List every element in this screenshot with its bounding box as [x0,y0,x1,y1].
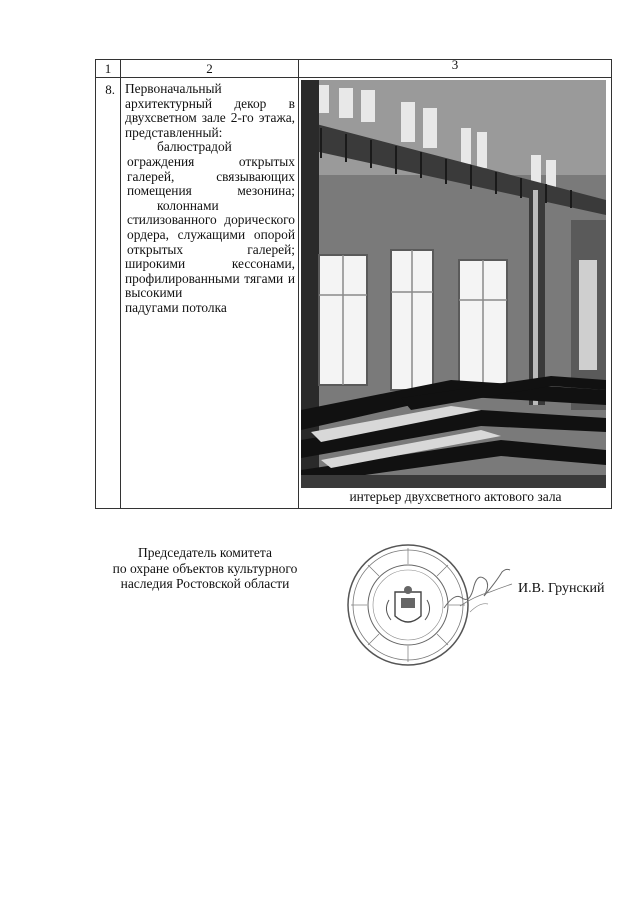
description-paragraph: ограждения открытых галерей, связывающих помещения мезонина; [127,153,295,199]
header-col-2: 2 [121,60,299,78]
table-row [96,78,612,509]
table-header-row [96,60,612,78]
row-number: 8. [96,78,121,509]
position-title [95,545,315,592]
row-description [121,78,299,509]
description-paragraph: падугами потолка [125,299,227,315]
signer-name: И.В. Грунский [518,581,605,596]
description-paragraph: Первоначальный архитектурный декор в двухсветном зале 2-го этажа, представленный: [125,81,295,140]
position-line-3: наследия Ростовской области [120,576,290,591]
photo-cell [299,78,612,509]
header-col-3: 3 [299,60,612,78]
description-paragraph: широкими кессонами, профилированными тягами и высокими [125,256,295,301]
description-paragraph: балюстрадой [157,139,232,155]
heritage-table [95,59,612,509]
photo-caption: интерьер двухсветного актового зала [349,489,562,504]
position-line-2: по охране объектов культурного [112,560,298,576]
header-col-1: 1 [96,60,121,78]
position-line-1: Председатель комитета [138,545,272,560]
handwritten-signature [440,562,515,617]
description-paragraph: стилизованного дорического ордера, служащими опорой открытых галерей; [127,212,295,257]
description-paragraph: колоннами [157,197,219,213]
hall-interior-photo [301,80,606,488]
